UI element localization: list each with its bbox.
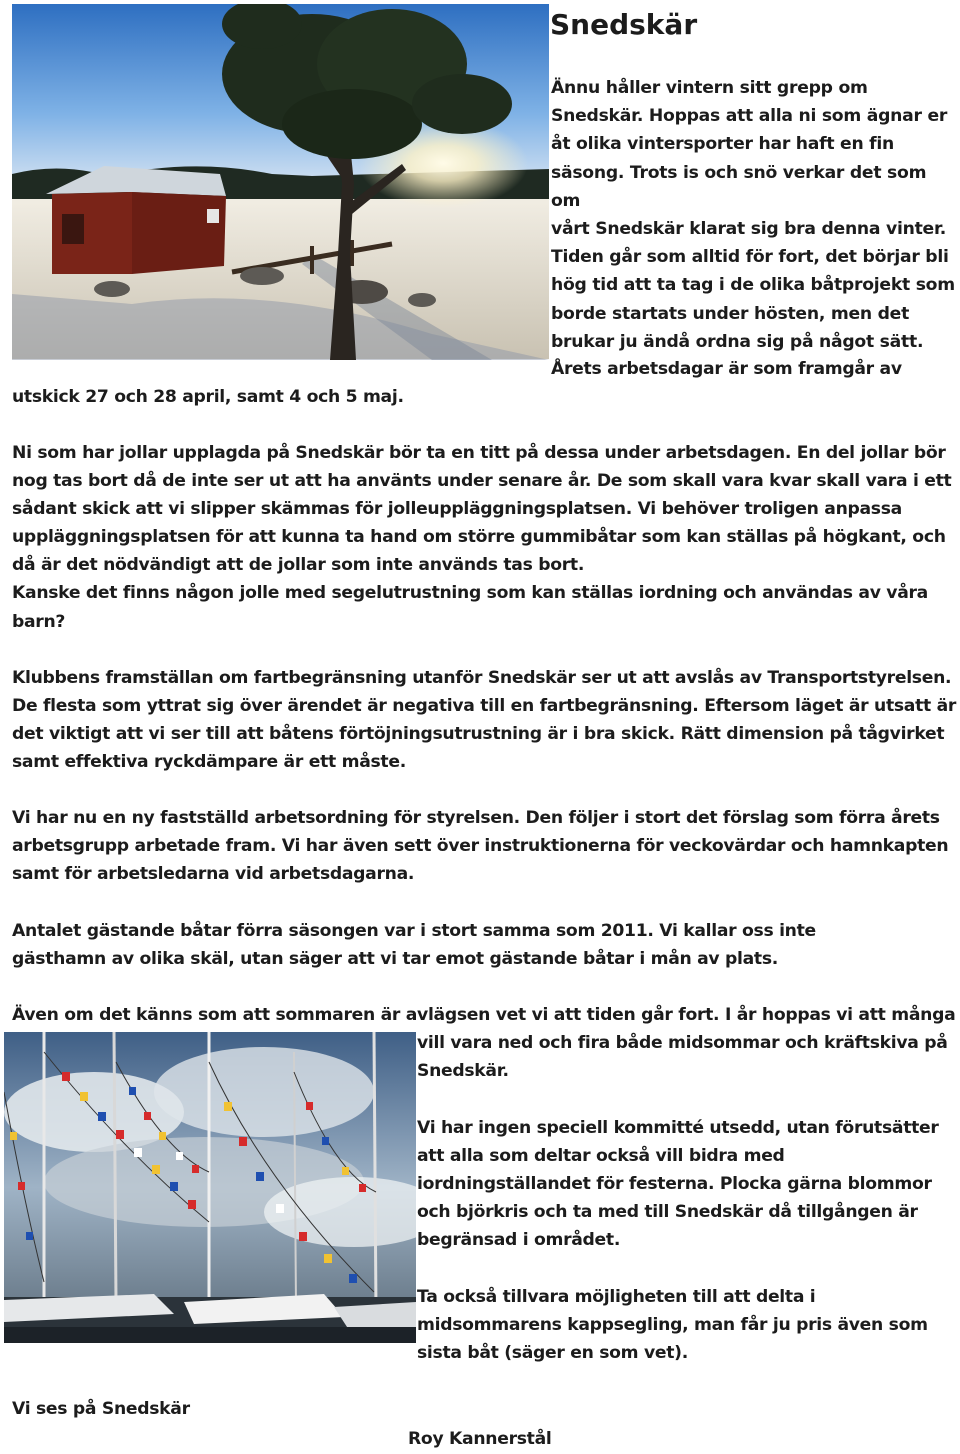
paragraph-sommar-first-line: Även om det känns som att sommaren är avlägsen vet vi att tiden går fort. I år hoppas vi att många [12,1005,956,1025]
paragraph-sommar-rest: vill vara ned och fira både midsommar och kräftskiva på Snedskär. [417,1033,948,1082]
closing-line: Vi ses på Snedskär [12,1399,190,1419]
paragraph-jollar: Ni som har jollar upplagda på Snedskär bör ta en titt på dessa under arbetsdagen. En del jollar bör nog tas bort då de inte ser ut att ha använts under senare år. De som skall vara kvar skall vara i ett sådant skick att vi slipper skämmas för jolleuppläggningsplatsen. Vi behöver troligen anpassa uppläggningsplatsen för att kunna ta hand om större gummibåtar som kan ställas på högkant, och då är det nödvändigt att de jollar som inte används tas bort. Kanske det finns någon jolle med segelutrustning som kan ställas iordning och användas av våra barn? [12,443,952,632]
work-days-line-2: utskick 27 och 28 april, samt 4 och 5 maj. [12,387,404,407]
paragraph-gastande-batar: Antalet gästande båtar förra säsongen var i stort samma som 2011. Vi kallar oss inte gästhamn av olika skäl, utan säger att vi tar emot gästande båtar i mån av plats. [12,921,816,970]
intro-paragraph: Ännu håller vintern sitt grepp om Snedskär. Hoppas att alla ni som ägnar er åt olika vintersporter har haft en fin säsong. Trots is och snö verkar det som om vårt Snedskär klarat sig bra denna vinter. Tiden går som alltid för fort, det börjar bli hög tid att ta tag i de olika båtprojekt som borde startats under hösten, men det brukar ju ändå ordna sig på något sätt. [551,78,955,352]
winter-photo [12,4,549,360]
paragraph-arbetsordning: Vi har nu en ny fastställd arbetsordning för styrelsen. Den följer i stort det förslag som förra årets arbetsgrupp arbetade fram. Vi har även sett över instruktionerna för veckovärdar och hamnkapten samt för arbetsledarna vid arbetsdagarna. [12,808,949,885]
signature: Roy Kannerstål [408,1429,552,1449]
paragraph-kappsegling: Ta också tillvara möjligheten till att delta i midsommarens kappsegling, man får ju pris även som sista båt (säger en som vet). [417,1287,928,1364]
paragraph-fartbegransning: Klubbens framställan om fartbegränsning utanför Snedskär ser ut att avslås av Transportstyrelsen. De flesta som yttrat sig över ärendet är negativa till en fartbegränsning. Eftersom läget är utsatt är det viktigt att vi ser till att båtens förtöjningsutrustning är i bra skick. Rätt dimension på tågvirket samt effektiva ryckdämpare är ett måste. [12,668,957,773]
work-days-line-1: Årets arbetsdagar är som framgår av [551,359,902,379]
page-title: Snedskär [550,8,698,41]
paragraph-kommitte: Vi har ingen speciell kommitté utsedd, utan förutsätter att alla som deltar också vill bidra med iordningställandet för festerna. Plocka gärna blommor och björkris och ta med till Snedskär då tillgången är begränsad i området. [417,1118,939,1251]
harbor-photo [4,1032,416,1343]
